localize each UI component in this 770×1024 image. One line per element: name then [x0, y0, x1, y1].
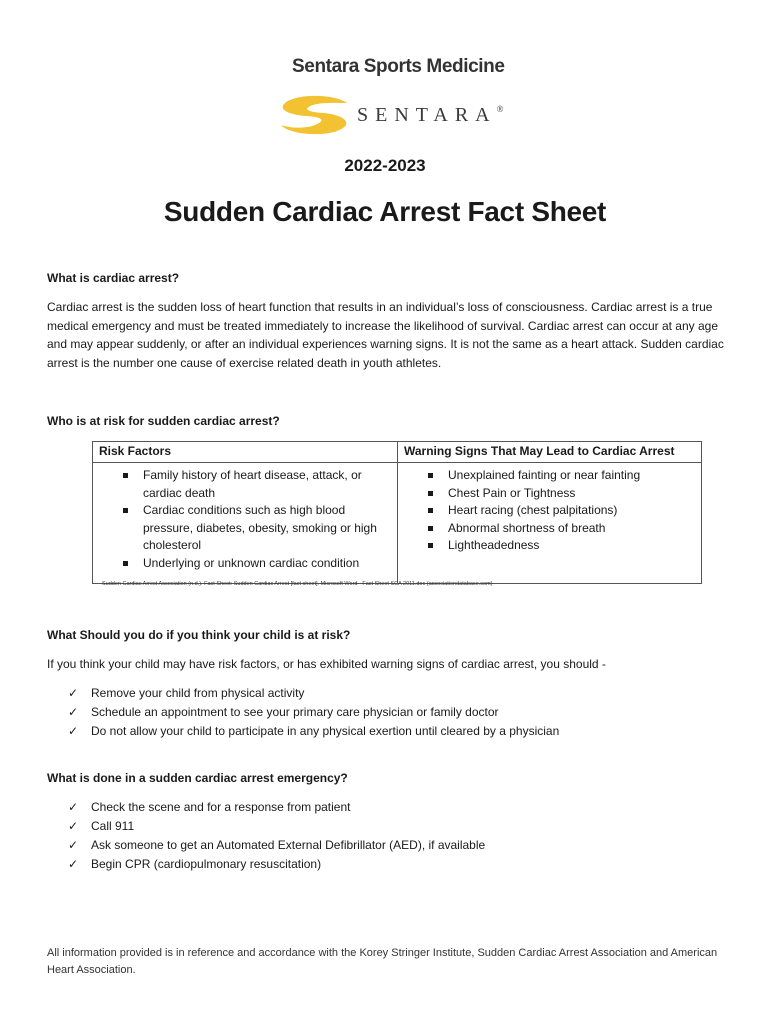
risk-table-body-row	[93, 463, 702, 584]
child-at-risk-checklist	[68, 684, 559, 741]
list-item: Cardiac conditions such as high blood pressure, diabetes, obesity, smoking or high cholesterol	[99, 502, 391, 555]
checkmark-icon: ✓	[68, 857, 79, 871]
risk-factors-list	[99, 467, 391, 572]
checkmark-icon: ✓	[68, 800, 79, 814]
list-item-text: Do not allow your child to participate in any physical exertion until cleared by a physician	[91, 724, 560, 738]
list-item-text: Call 911	[91, 819, 135, 833]
child-at-risk-intro: If you think your child may have risk factors, or has exhibited warning signs of cardiac arrest, you should -	[47, 657, 606, 671]
list-item: Chest Pain or Tightness	[404, 485, 695, 503]
list-item: Lightheadedness	[404, 537, 695, 555]
risk-factors-header: Risk Factors	[93, 442, 398, 463]
checkmark-icon: ✓	[68, 686, 79, 700]
section-heading-who-is-at-risk: Who is at risk for sudden cardiac arrest?	[47, 414, 280, 428]
list-item	[68, 722, 559, 741]
sentara-logo	[277, 88, 504, 150]
list-item-text: Remove your child from physical activity	[91, 686, 305, 700]
risk-table	[92, 441, 702, 584]
list-item: Heart racing (chest palpitations)	[404, 502, 695, 520]
checkmark-icon: ✓	[68, 705, 79, 719]
sentara-swirl-icon	[277, 94, 353, 138]
list-item: Underlying or unknown cardiac condition	[99, 555, 391, 573]
warning-signs-cell	[398, 463, 702, 584]
checkmark-icon: ✓	[68, 838, 79, 852]
checkmark-icon: ✓	[68, 724, 79, 738]
list-item: Family history of heart disease, attack, or cardiac death	[99, 467, 391, 502]
logo-wordmark	[357, 104, 503, 127]
risk-factors-cell	[93, 463, 398, 584]
brand-name: Sentara Sports Medicine	[292, 56, 505, 77]
season-year: 2022-2023	[344, 156, 426, 175]
footer-note: All information provided is in reference and accordance with the Korey Stringer Institute, Sudden Cardiac Arrest Association and American Heart Association.	[47, 947, 718, 976]
list-item	[68, 798, 485, 817]
checkmark-icon: ✓	[68, 819, 79, 833]
emergency-checklist	[68, 798, 485, 874]
table-citation: Sudden Cardiac Arrest Association (n.d.). Fact Sheet: Sudden Cardiac Arrest [fact sheet]. Microsoft Word - Fact Sheet SCA 2011.doc (associationdatabase.com)	[102, 581, 493, 587]
cardiac-arrest-description: Cardiac arrest is the sudden loss of heart function that results in an individual’s loss of consciousness. Cardiac arrest is a true medical emergency and must be treated immediately to increase the likelihood of survival. Cardiac arrest can occur at any age and may appear suddenly, or after an individual experiences warning signs. It is not the same as a heart attack. Sudden cardiac arrest is the number one cause of exercise related death in youth athletes.	[47, 300, 724, 370]
list-item-text: Check the scene and for a response from patient	[91, 800, 351, 814]
list-item-text: Ask someone to get an Automated External Defibrillator (AED), if available	[91, 838, 486, 852]
list-item	[68, 855, 485, 874]
list-item-text: Schedule an appointment to see your primary care physician or family doctor	[91, 705, 499, 719]
registered-mark: ®	[496, 104, 504, 114]
list-item: Unexplained fainting or near fainting	[404, 467, 695, 485]
section-heading-what-is-cardiac-arrest: What is cardiac arrest?	[47, 271, 180, 285]
list-item	[68, 817, 485, 836]
section-heading-emergency: What is done in a sudden cardiac arrest emergency?	[47, 771, 348, 785]
warning-signs-list	[404, 467, 695, 555]
logo-word-text: SENTARA	[357, 104, 497, 126]
page-title: Sudden Cardiac Arrest Fact Sheet	[163, 196, 607, 227]
risk-table-header-row	[93, 442, 702, 463]
warning-signs-header: Warning Signs That May Lead to Cardiac Arrest	[398, 442, 702, 463]
list-item	[68, 836, 485, 855]
list-item: Abnormal shortness of breath	[404, 520, 695, 538]
list-item-text: Begin CPR (cardiopulmonary resuscitation)	[91, 857, 322, 871]
list-item	[68, 684, 559, 703]
list-item	[68, 703, 559, 722]
section-heading-child-at-risk: What Should you do if you think your child is at risk?	[47, 628, 351, 642]
